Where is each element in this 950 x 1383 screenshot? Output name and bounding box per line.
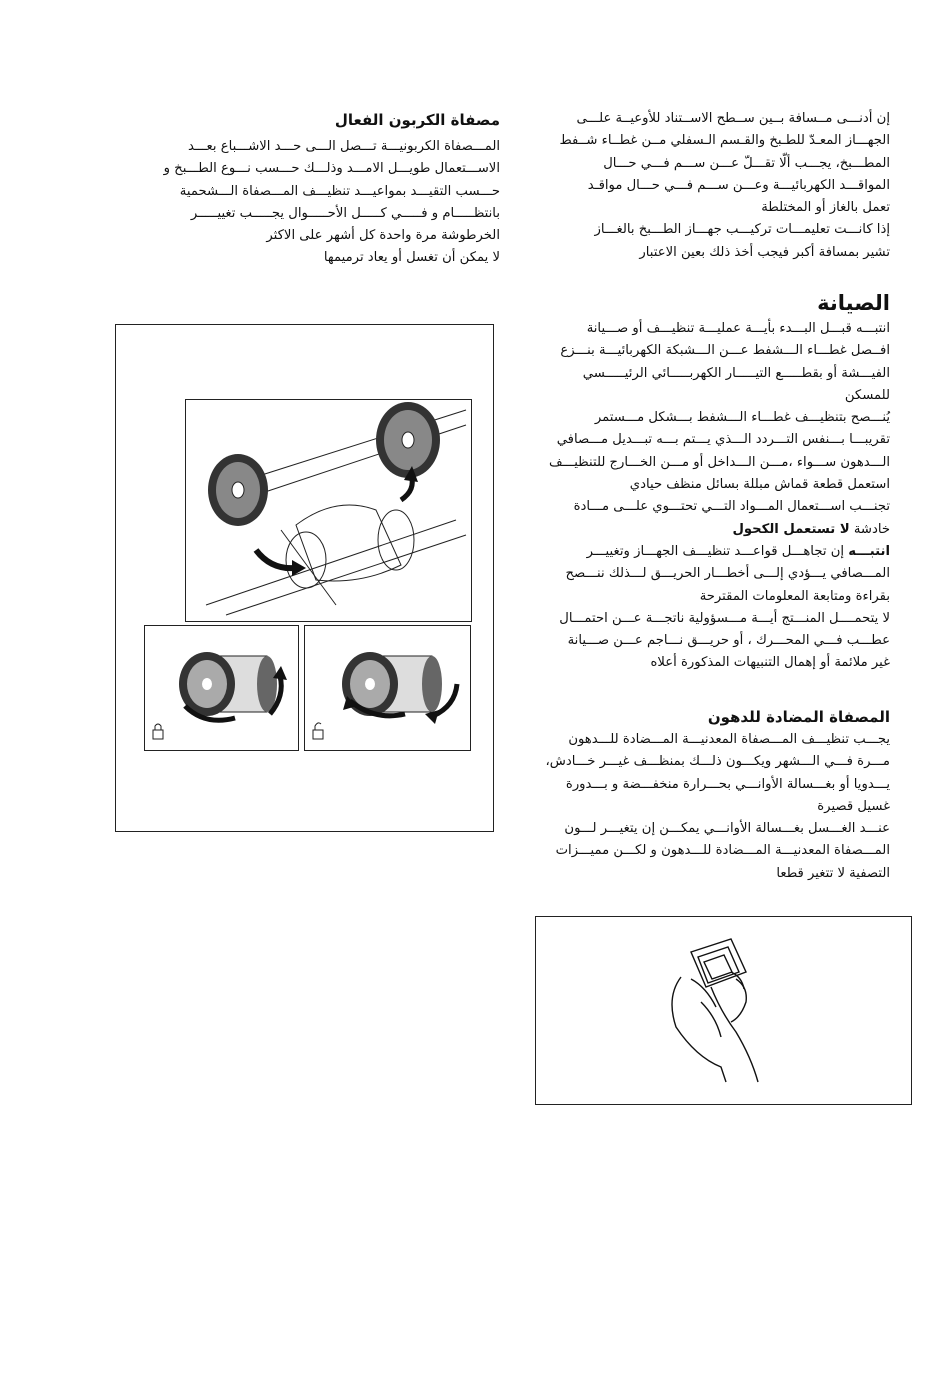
text-line: استعمل قطعة قماش مبللة بسائل منظف حيادي: [629, 477, 890, 493]
grease-filter-paragraph: [536, 729, 890, 885]
text-line: التصفية لا تتغير قطعا: [776, 865, 890, 881]
text-line: المـــصافي يـــؤدي إلـــى أخطـــار الحريـــق لـــذلك ننـــصح: [565, 566, 890, 582]
text-line: الفيـــشة أو بقطـــــع التيـــــار الكهربـــــائي الرئيـــــسي: [582, 365, 890, 381]
installation-distance-section: [536, 108, 890, 264]
text-line: غير ملائمة أو إهمال التنبيهات المذكورة أعلاه: [650, 655, 890, 671]
unlocked-padlock-icon: [313, 723, 323, 739]
text-line: مـــرة فـــي الـــشهر ويكـــون ذلـــك بمنظـــف غيـــر خـــادش،: [545, 754, 890, 770]
text-line: افــصل غطـــاء الـــشفط عـــن الـــشبكة الكهربائيـــة بنـــزع: [560, 343, 890, 359]
text-line: تعمل بالغاز أو المختلطة: [761, 200, 890, 216]
text-line: إذا كانـــت تعليمـــات تركيـــب جهـــاز الطـــبخ بالغـــاز: [594, 222, 890, 238]
text-line: عطـــب فـــي المحـــرك ، أو حريـــق نـــاجم عـــن صـــيانة: [567, 633, 890, 649]
text-line: غسيل قصيرة: [817, 798, 890, 814]
caution-label: انتبـــه: [848, 543, 890, 559]
text-line: يـــدويا أو بغـــسالة الأوانـــي بحـــرارة منخفـــضة و بـــدورة: [565, 776, 890, 792]
text-line: تجنـــب اســـتعمال المـــواد التـــي تحتـــوي علـــى مـــادة: [573, 499, 890, 515]
text-line: انتبـــه قبـــل البـــدء بأيـــة عمليـــة تنظيـــف أو صـــيانة: [586, 321, 890, 336]
text-line: بانتظـــــام و فـــــي كـــــل الأحـــــوال يجـــــب تغييـــــر: [190, 205, 500, 221]
text-line: الخرطوشة مرة واحدة كل أشهر على الاكثر: [266, 228, 500, 244]
carbon-filter-title: مصفاة الكربون الفعال: [334, 111, 500, 129]
text-line: يُنـــصح بتنظيـــف غطـــاء الـــشفط بـــشكل مـــستمر: [594, 410, 890, 426]
filter-lock-illustration: [144, 625, 299, 751]
text-line: يجـــب تنظيـــف المـــصفاة المعدنيـــة المـــضادة للـــدهون: [568, 732, 890, 747]
text-line: المواقـــد الكهربائيـــة وعـــن ســـم فـــي حـــال مواقـد: [587, 177, 890, 193]
grease-filter-section: [536, 705, 890, 885]
text-line: الجهـــاز المعـدّ للطـبخ والقـسم الـسفلي مــن غطــاء شــفط: [559, 133, 890, 149]
text-line: تشير بمسافة أكبر فيجب أخذ ذلك بعين الاعتبار: [639, 244, 890, 260]
carbon-filter-figure: [115, 324, 494, 832]
carbon-filter-paragraph: [115, 136, 500, 270]
maintenance-section: [536, 288, 890, 675]
grease-filter-figure: [535, 916, 912, 1105]
text-line: المطـــبخ، يجـــب ألّا تقـــلّ عـــن ســـم فـــي حـــال: [603, 155, 890, 171]
text-line: لا يمكن أن تغسل أو يعاد ترميمها: [323, 250, 500, 266]
maintenance-title: الصيانة: [817, 291, 890, 315]
no-alcohol-line: خادشة لا تستعمل الكحول: [732, 521, 890, 537]
carbon-filter-section: [115, 108, 500, 270]
no-alcohol-warning: لا تستعمل الكحول: [732, 521, 850, 537]
hand-holding-filter-illustration: [672, 939, 758, 1082]
text-line: تقريبـــا بـــنفس التـــردد الـــذي يـــتم بـــه تبـــديل مـــصافي: [556, 432, 890, 448]
text-line: عنـــد الغـــسل بغـــسالة الأوانـــي يمكـــن إن يتغيـــر لـــون: [564, 821, 890, 837]
text-line: الـــدهون ســـواء ،مـــن الـــداخل أو مـــن الخـــارج للتنظيـــف: [548, 454, 890, 470]
maintenance-paragraph: [536, 318, 890, 519]
caution-first-line: انتبـــه إن تجاهـــل قواعـــد تنظيـــف الجهـــاز وتغييـــر: [586, 543, 890, 559]
installation-paragraph: [536, 108, 890, 264]
text-line: لا يتحمــــل المنـــتج أيـــة مـــسؤولية ناتجـــة عـــن احتمـــال: [559, 610, 890, 626]
locked-padlock-icon: [153, 724, 163, 739]
text-line: بقراءة ومتابعة المعلومات المقترحة: [699, 588, 890, 604]
text-line: الاســـتعمال طويـــل الامـــد وذلـــك حـــسب نـــوع الطـــبخ و: [163, 161, 500, 177]
grease-filter-title: المصفاة المضادة للدهون: [707, 708, 890, 726]
text-line: المـــصفاة الكربونيـــة تـــصل الـــى حـــد الاشـــباع بعـــد: [188, 139, 500, 154]
text-line: للمسكن: [844, 387, 890, 403]
text-line: المـــصفاة المعدنيـــة المـــضادة للـــدهون و لكـــن مميـــزات: [555, 843, 890, 859]
text-line: حـــسب التقيـــد بمواعيـــد تنظيـــف المـــصفاة الـــشحمية: [179, 183, 500, 199]
carbon-filter-install-illustration: [185, 399, 472, 622]
text-line: إن أدنـــى مــسافة بــين ســطح الاســتناد للأوعيــة علـــى: [576, 111, 890, 126]
filter-unlock-illustration: [304, 625, 471, 751]
caution-paragraph: [536, 563, 890, 674]
